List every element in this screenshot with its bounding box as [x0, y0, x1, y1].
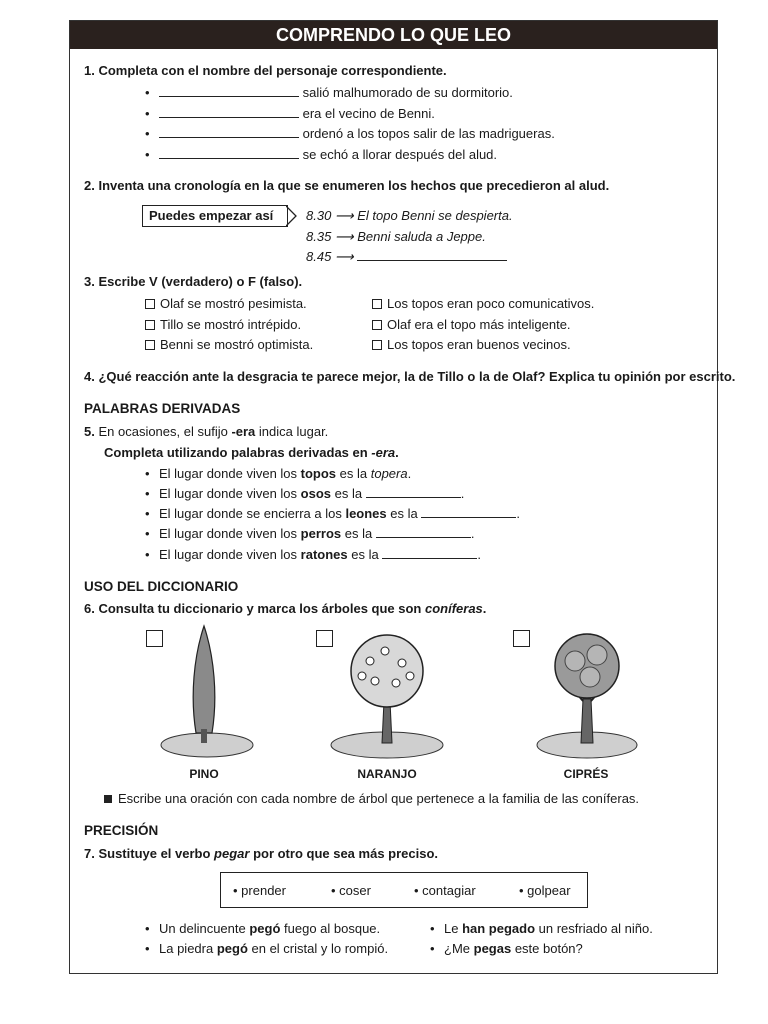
- q5-text: .: [395, 445, 399, 460]
- answer-blank[interactable]: [376, 527, 471, 538]
- q5-text: .: [470, 526, 475, 541]
- tf-item: [372, 317, 571, 332]
- q7-sentence: • ¿Me pegas este botón?: [430, 941, 583, 956]
- timeline-row: [306, 208, 513, 224]
- q6-text: .: [482, 601, 487, 616]
- q7-prompt: [84, 846, 438, 861]
- time-label: 8.35: [306, 229, 332, 244]
- answer-blank[interactable]: [159, 127, 299, 138]
- q7-text: 7. Sustituye el verbo: [84, 846, 215, 861]
- word-option: • prender: [233, 883, 286, 898]
- q6-text: 6. Consulta tu diccionario y marca los árboles que son: [84, 601, 425, 616]
- tf-text: Los topos eran poco comunicativos.: [387, 296, 595, 311]
- q7-text: La piedra: [159, 941, 217, 956]
- word-option: • contagiar: [414, 883, 476, 898]
- tf-item: [372, 296, 594, 311]
- q7-verb: pegó: [249, 921, 281, 936]
- q5-suffix: -era: [231, 424, 256, 439]
- q5-text: es la: [347, 547, 383, 562]
- q5-bold: perros: [300, 526, 342, 541]
- word-bank: [220, 872, 588, 908]
- q5-text: es la: [386, 506, 422, 521]
- arrow-icon: ⟶: [334, 208, 354, 223]
- q7-text: en el cristal y lo rompió.: [247, 941, 389, 956]
- q5-bold: ratones: [300, 547, 348, 562]
- q1-item: • salió malhumorado de su dormitorio.: [145, 85, 513, 100]
- q5-text: .: [460, 486, 465, 501]
- q5-item: • El lugar donde viven los osos es la .: [145, 486, 465, 501]
- q5-text: El lugar donde viven los: [159, 486, 301, 501]
- q1-item: • se echó a llorar después del alud.: [145, 147, 498, 162]
- q5-text: indica lugar.: [255, 424, 329, 439]
- q6-task-text: Escribe una oración con cada nombre de árbol que pertenece a la familia de las coníferas.: [118, 791, 640, 806]
- tf-text: Los topos eran buenos vecinos.: [387, 337, 571, 352]
- q7-verb: han pegado: [462, 921, 536, 936]
- tree-label-naranjo: NARANJO: [357, 767, 417, 781]
- answer-blank[interactable]: [159, 107, 299, 118]
- q1-item: • era el vecino de Benni.: [145, 106, 435, 121]
- tree-illustration-cipres: [535, 621, 645, 761]
- q6-task: [104, 791, 639, 806]
- q7-italic: pegar: [214, 846, 250, 861]
- tree-illustration-naranjo: [330, 621, 450, 761]
- section-heading-precision: PRECISIÓN: [84, 823, 159, 838]
- tf-text: Olaf se mostró pesimista.: [160, 296, 307, 311]
- arrow-icon: ⟶: [334, 229, 354, 244]
- q7-text: Un delincuente: [159, 921, 250, 936]
- timeline-row: [306, 229, 486, 245]
- q7-text: ¿Me: [444, 941, 474, 956]
- answer-blank[interactable]: [421, 507, 516, 518]
- q7-sentence: • La piedra pegó en el cristal y lo rompió.: [145, 941, 389, 956]
- q1-prompt: 1. Completa con el nombre del personaje correspondiente.: [84, 63, 447, 78]
- q7-verb: pegó: [216, 941, 248, 956]
- q5-suffix: -era: [371, 445, 396, 460]
- q5-text: El lugar donde se encierra a los: [159, 506, 346, 521]
- q5-intro: [84, 424, 328, 439]
- q6-prompt: [84, 601, 486, 616]
- word-option: • golpear: [519, 883, 571, 898]
- section-heading-diccionario: USO DEL DICCIONARIO: [84, 579, 239, 594]
- q5-text: .: [407, 466, 412, 481]
- q7-text: por otro que sea más preciso.: [249, 846, 439, 861]
- q5-item: • El lugar donde se encierra a los leones es la .: [145, 506, 520, 521]
- tree-illustration-pino: [160, 621, 260, 761]
- q5-number: 5.: [84, 424, 95, 439]
- checkbox[interactable]: [372, 340, 382, 350]
- checkbox[interactable]: [145, 340, 155, 350]
- worksheet-page: [69, 20, 736, 974]
- word-text: golpear: [527, 883, 571, 898]
- word-text: prender: [241, 883, 286, 898]
- timeline-row: [306, 249, 507, 265]
- q5-item: • El lugar donde viven los topos es la topera.: [145, 466, 412, 481]
- answer-blank[interactable]: [366, 487, 461, 498]
- q5-text: .: [516, 506, 520, 521]
- q3-prompt: 3. Escribe V (verdadero) o F (falso).: [84, 274, 303, 289]
- square-bullet-icon: [104, 795, 112, 803]
- q5-text: es la: [336, 466, 371, 481]
- tf-item: [372, 337, 571, 352]
- tf-text: Tillo se mostró intrépido.: [160, 317, 302, 332]
- q4-prompt: 4. ¿Qué reacción ante la desgracia te parece mejor, la de Tillo o la de Olaf? Explica tu opinión por escrito.: [84, 369, 736, 384]
- q5-text: El lugar donde viven los: [159, 526, 301, 541]
- checkbox[interactable]: [145, 320, 155, 330]
- section-heading-derivadas: PALABRAS DERIVADAS: [84, 401, 241, 416]
- arrow-icon: ⟶: [334, 249, 354, 264]
- tf-item: [145, 317, 301, 332]
- hint-arrow-icon: [286, 205, 298, 227]
- q5-text: En ocasiones, el sufijo: [98, 424, 232, 439]
- q2-prompt: 2. Inventa una cronología en la que se enumeren los hechos que precedieron al alud.: [84, 178, 610, 193]
- q7-sentence: • Le han pegado un resfriado al niño.: [430, 921, 653, 936]
- answer-blank[interactable]: [159, 148, 299, 159]
- q5-text: El lugar donde viven los: [159, 547, 301, 562]
- q5-answer: topera: [370, 466, 408, 481]
- word-option: • coser: [331, 883, 371, 898]
- q1-item-text: ordenó a los topos salir de las madrigueras.: [302, 126, 555, 141]
- q5-instruction: [104, 445, 399, 460]
- q1-item-text: se echó a llorar después del alud.: [302, 147, 498, 162]
- q5-item: • El lugar donde viven los perros es la .: [145, 526, 475, 541]
- checkbox[interactable]: [372, 299, 382, 309]
- word-text: contagiar: [422, 883, 476, 898]
- q1-item-text: salió malhumorado de su dormitorio.: [302, 85, 513, 100]
- q5-text: .: [477, 547, 481, 562]
- tf-item: [145, 337, 313, 352]
- q5-bold: leones: [345, 506, 387, 521]
- q7-sentence: • Un delincuente pegó fuego al bosque.: [145, 921, 381, 936]
- event-text: Benni saluda a Jeppe.: [357, 229, 486, 244]
- q5-text: El lugar donde viven los: [159, 466, 301, 481]
- q5-item: • El lugar donde viven los ratones es la .: [145, 547, 481, 562]
- page-title: COMPRENDO LO QUE LEO: [70, 21, 717, 49]
- q6-italic: coníferas: [424, 601, 483, 616]
- q5-bold: topos: [300, 466, 337, 481]
- q5-text: es la: [341, 526, 376, 541]
- q7-text: fuego al bosque.: [280, 921, 381, 936]
- time-label: 8.30: [306, 208, 332, 223]
- q7-verb: pegas: [473, 941, 512, 956]
- q5-text: Completa utilizando palabras derivadas en: [104, 445, 372, 460]
- tf-text: Olaf era el topo más inteligente.: [387, 317, 571, 332]
- q5-text: es la: [331, 486, 366, 501]
- q1-item-text: era el vecino de Benni.: [302, 106, 435, 121]
- time-label: 8.45: [306, 249, 332, 264]
- checkbox-cipres[interactable]: [513, 630, 530, 647]
- q7-text: Le: [444, 921, 463, 936]
- hint-box: Puedes empezar así: [142, 205, 288, 227]
- q7-text: un resfriado al niño.: [535, 921, 653, 936]
- q5-bold: osos: [300, 486, 331, 501]
- tf-text: Benni se mostró optimista.: [160, 337, 314, 352]
- word-text: coser: [339, 883, 371, 898]
- tf-item: [145, 296, 307, 311]
- tree-label-cipres: CIPRÉS: [563, 767, 609, 781]
- q7-text: este botón?: [511, 941, 583, 956]
- checkbox[interactable]: [372, 320, 382, 330]
- answer-blank[interactable]: [159, 86, 299, 97]
- q1-item: • ordenó a los topos salir de las madrigueras.: [145, 126, 555, 141]
- answer-blank[interactable]: [357, 250, 507, 261]
- answer-blank[interactable]: [382, 548, 477, 559]
- tree-label-pino: PINO: [189, 767, 219, 781]
- checkbox[interactable]: [145, 299, 155, 309]
- event-text: El topo Benni se despierta.: [357, 208, 513, 223]
